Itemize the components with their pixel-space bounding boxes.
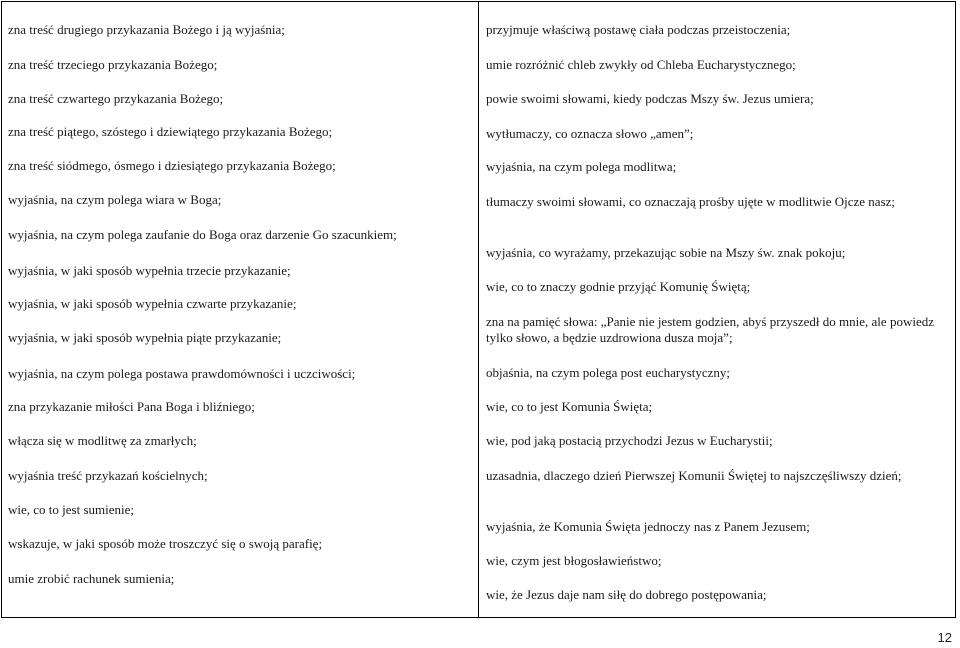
list-item: wyjaśnia, na czym polega modlitwa; xyxy=(486,159,677,174)
list-item: tłumaczy swoimi słowami, co oznaczają prośby ujęte w modlitwie Ojcze nasz; xyxy=(486,194,896,209)
left-column xyxy=(2,2,479,617)
list-item: wyjaśnia, w jaki sposób wypełnia czwarte przykazanie; xyxy=(8,296,297,311)
list-item: objaśnia, na czym polega post eucharystyczny; xyxy=(486,365,731,380)
list-item: umie zrobić rachunek sumienia; xyxy=(8,571,175,586)
list-item: zna na pamięć słowa: „Panie nie jestem godzien, abyś przyszedł do mnie, ale powiedz tylko słowo, a będzie uzdrowiona dusza moja”; xyxy=(486,314,934,345)
list-item: wie, co to jest Komunia Święta; xyxy=(486,399,653,414)
list-item: wyjaśnia, co wyrażamy, przekazując sobie na Mszy św. znak pokoju; xyxy=(486,245,846,260)
list-item: wytłumaczy, co oznacza słowo „amen”; xyxy=(486,126,694,141)
list-item: zna treść siódmego, ósmego i dziesiątego przykazania Bożego; xyxy=(8,158,336,173)
list-item: zna treść piątego, szóstego i dziewiątego przykazania Bożego; xyxy=(8,124,333,139)
list-item: wyjaśnia, na czym polega zaufanie do Boga oraz darzenie Go szacunkiem; xyxy=(8,227,397,242)
right-column xyxy=(479,2,955,617)
list-item: wyjaśnia, na czym polega postawa prawdomówności i uczciwości; xyxy=(8,366,356,381)
list-item: powie swoimi słowami, kiedy podczas Mszy św. Jezus umiera; xyxy=(486,91,814,106)
list-item: wyjaśnia, w jaki sposób wypełnia piąte przykazanie; xyxy=(8,330,282,345)
list-item: przyjmuje właściwą postawę ciała podczas przeistoczenia; xyxy=(486,22,791,37)
list-item: zna treść trzeciego przykazania Bożego; xyxy=(8,57,218,72)
list-item: wie, pod jaką postacią przychodzi Jezus w Eucharystii; xyxy=(486,433,773,448)
list-item: wyjaśnia, na czym polega wiara w Boga; xyxy=(8,192,222,207)
page-number: 12 xyxy=(937,630,952,645)
list-item: wskazuje, w jaki sposób może troszczyć się o swoją parafię; xyxy=(8,536,323,551)
list-item: wie, co to jest sumienie; xyxy=(8,502,135,517)
list-item: zna przykazanie miłości Pana Boga i bliźniego; xyxy=(8,399,255,414)
requirements-table xyxy=(1,1,956,618)
list-item: zna treść czwartego przykazania Bożego; xyxy=(8,91,224,106)
list-item: wie, co to znaczy godnie przyjąć Komunię Świętą; xyxy=(486,279,751,294)
list-item: umie rozróżnić chleb zwykły od Chleba Eucharystycznego; xyxy=(486,57,796,72)
list-item: włącza się w modlitwę za zmarłych; xyxy=(8,433,197,448)
list-item: wyjaśnia, że Komunia Święta jednoczy nas z Panem Jezusem; xyxy=(486,519,810,534)
list-item: wie, że Jezus daje nam siłę do dobrego postępowania; xyxy=(486,587,767,602)
list-item: uzasadnia, dlaczego dzień Pierwszej Komunii Świętej to najszczęśliwszy dzień; xyxy=(486,468,902,483)
list-item: wie, czym jest błogosławieństwo; xyxy=(486,553,662,568)
list-item: zna treść drugiego przykazania Bożego i ją wyjaśnia; xyxy=(8,22,285,37)
list-item: wyjaśnia treść przykazań kościelnych; xyxy=(8,468,208,483)
list-item: wyjaśnia, w jaki sposób wypełnia trzecie przykazanie; xyxy=(8,263,291,278)
